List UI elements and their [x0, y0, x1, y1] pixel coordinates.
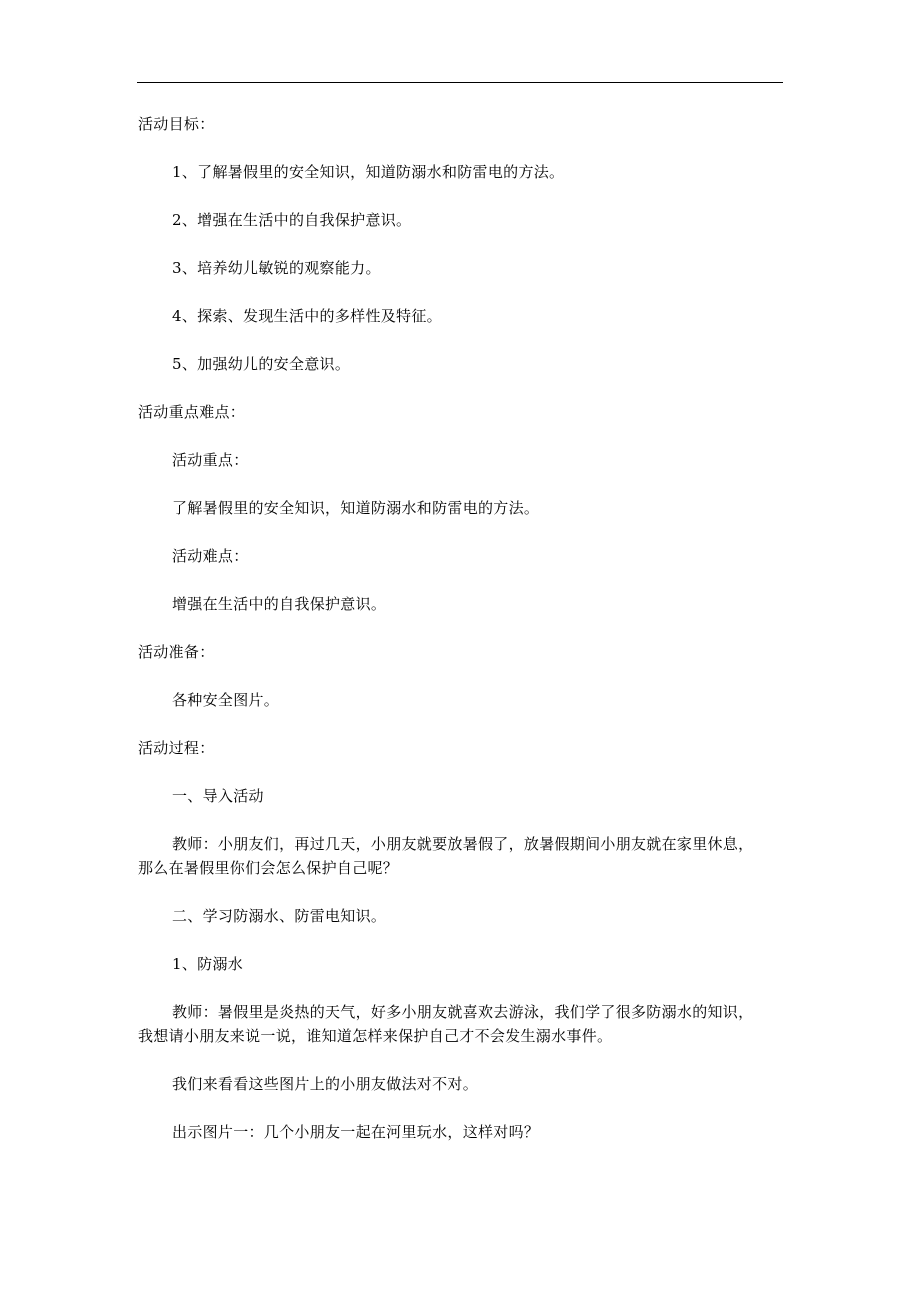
goal-item-5: 5、加强幼儿的安全意识。 [172, 355, 351, 373]
header-rule [137, 82, 783, 83]
teacher-paragraph-2-line-2: 我想请小朋友来说一说，谁知道怎样来保护自己才不会发生溺水事件。 [138, 1027, 613, 1045]
process-step-1-heading: 一、导入活动 [172, 787, 264, 805]
goal-item-2: 2、增强在生活中的自我保护意识。 [172, 211, 412, 229]
section-heading-preparation: 活动准备： [138, 643, 215, 661]
difficulty-text: 增强在生活中的自我保护意识。 [172, 595, 387, 613]
process-step-2-heading: 二、学习防溺水、防雷电知识。 [172, 907, 387, 925]
sub-step-drowning-heading: 1、防溺水 [172, 955, 244, 973]
picture-intro-text: 我们来看看这些图片上的小朋友做法对不对。 [172, 1075, 479, 1093]
goal-item-3: 3、培养幼儿敏锐的观察能力。 [172, 259, 381, 277]
teacher-paragraph-2-line-1: 教师：暑假里是炎热的天气，好多小朋友就喜欢去游泳，我们学了很多防溺水的知识， [172, 1003, 754, 1021]
section-heading-key-points: 活动重点难点： [138, 403, 246, 421]
picture-one-text: 出示图片一：几个小朋友一起在河里玩水，这样对吗？ [172, 1123, 540, 1141]
subheading-difficulty: 活动难点： [172, 547, 249, 565]
preparation-text: 各种安全图片。 [172, 691, 280, 709]
goal-item-1: 1、了解暑假里的安全知识，知道防溺水和防雷电的方法。 [172, 163, 565, 181]
subheading-key-point: 活动重点： [172, 451, 249, 469]
goal-item-4: 4、探索、发现生活中的多样性及特征。 [172, 307, 442, 325]
key-point-text: 了解暑假里的安全知识，知道防溺水和防雷电的方法。 [172, 499, 540, 517]
section-heading-goals: 活动目标： [138, 115, 215, 133]
teacher-paragraph-1-line-2: 那么在暑假里你们会怎么保护自己呢？ [138, 859, 399, 877]
section-heading-process: 活动过程： [138, 739, 215, 757]
teacher-paragraph-1-line-1: 教师：小朋友们，再过几天，小朋友就要放暑假了，放暑假期间小朋友就在家里休息， [172, 835, 754, 853]
